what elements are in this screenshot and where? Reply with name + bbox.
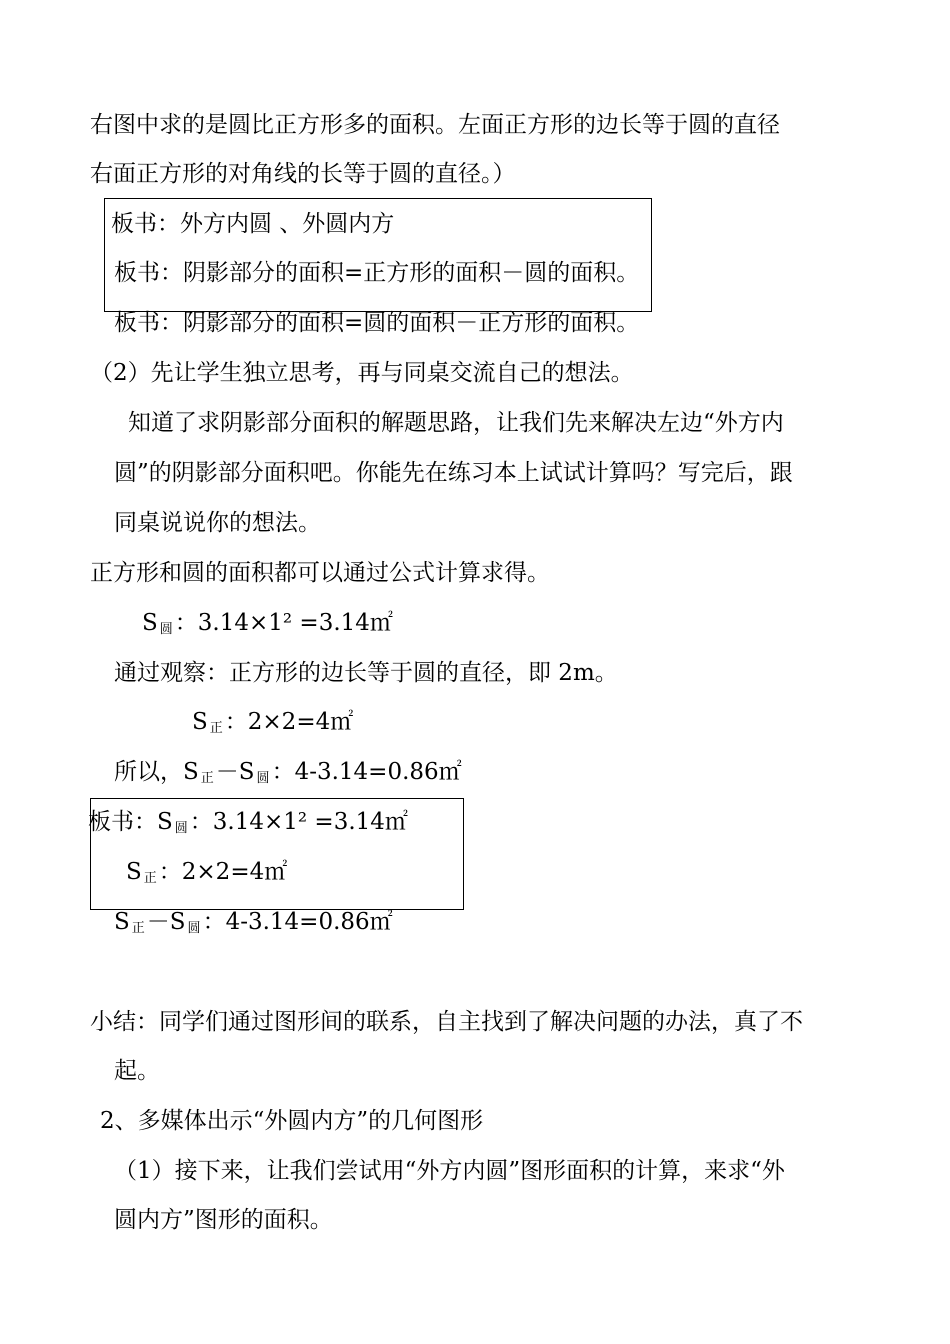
square-subscript: 正 (200, 771, 214, 786)
formula-text: ：4-3.14=0.86㎡ (202, 909, 393, 935)
board-line: 板书：阴影部分的面积=圆的面积－正方形的面积。 (114, 310, 640, 336)
paragraph-line: 右面正方形的对角线的长等于圆的直径。） (90, 161, 516, 187)
area-symbol: S (157, 809, 173, 835)
area-symbol: S (183, 759, 199, 785)
difference-formula (114, 757, 462, 791)
step-heading: （2）先让学生独立思考，再与同桌交流自己的想法。 (90, 360, 634, 386)
area-symbol: S (169, 909, 186, 935)
paragraph-line: 知道了求阴影部分面积的解题思路，让我们先来解决左边“外方内 (128, 410, 784, 436)
area-symbol: S (238, 759, 255, 785)
paragraph-line: （1）接下来，让我们尝试用“外方内圆”图形面积的计算，来求“外 (114, 1158, 785, 1184)
board-line: 板书：阴影部分的面积=正方形的面积－圆的面积。 (114, 260, 640, 286)
circle-subscript: 圆 (174, 821, 188, 836)
circle-area-formula (142, 608, 393, 642)
square-subscript: 正 (131, 921, 145, 936)
paragraph-line: 同桌说说你的想法。 (114, 510, 321, 536)
minus-sign: － (215, 759, 239, 785)
paragraph-line: 右图中求的是圆比正方形多的面积。左面正方形的边长等于圆的直径 (90, 112, 780, 138)
area-symbol: S (192, 709, 208, 735)
area-symbol: S (142, 610, 158, 636)
formula-text: ：2×2=4㎡ (158, 859, 288, 885)
board-circle-formula (88, 807, 408, 841)
circle-subscript: 圆 (256, 771, 270, 786)
board-difference-formula (114, 907, 393, 941)
circle-subscript: 圆 (159, 622, 173, 637)
paragraph-line: 圆”的阴影部分面积吧。你能先在练习本上试试计算吗？写完后，跟 (114, 460, 793, 486)
formula-text: ：3.14×1² =3.14㎡ (174, 610, 393, 636)
section-heading: 2、多媒体出示“外圆内方”的几何图形 (100, 1108, 484, 1134)
observation-line: 通过观察：正方形的边长等于圆的直径，即 2m。 (114, 660, 618, 686)
paragraph-line: 圆内方”图形的面积。 (114, 1207, 333, 1233)
area-symbol: S (126, 859, 142, 885)
board-square-formula (126, 857, 287, 891)
formula-text: ：4-3.14=0.86㎡ (271, 759, 462, 785)
formula-text: ：2×2=4㎡ (224, 709, 354, 735)
summary-line: 起。 (114, 1058, 160, 1084)
square-subscript: 正 (209, 721, 223, 736)
paragraph-line: 正方形和圆的面积都可以通过公式计算求得。 (90, 560, 550, 586)
board-prefix: 板书： (88, 809, 157, 835)
board-line: 板书：外方内圆 、外圆内方 (111, 211, 395, 237)
circle-subscript: 圆 (187, 921, 201, 936)
area-symbol: S (114, 909, 130, 935)
prefix-text: 所以， (114, 759, 183, 785)
minus-sign: － (146, 909, 170, 935)
formula-text: ：3.14×1² =3.14㎡ (189, 809, 408, 835)
square-area-formula (192, 707, 353, 741)
square-subscript: 正 (143, 871, 157, 886)
summary-line: 小结：同学们通过图形间的联系，自主找到了解决问题的办法，真了不 (90, 1009, 803, 1035)
